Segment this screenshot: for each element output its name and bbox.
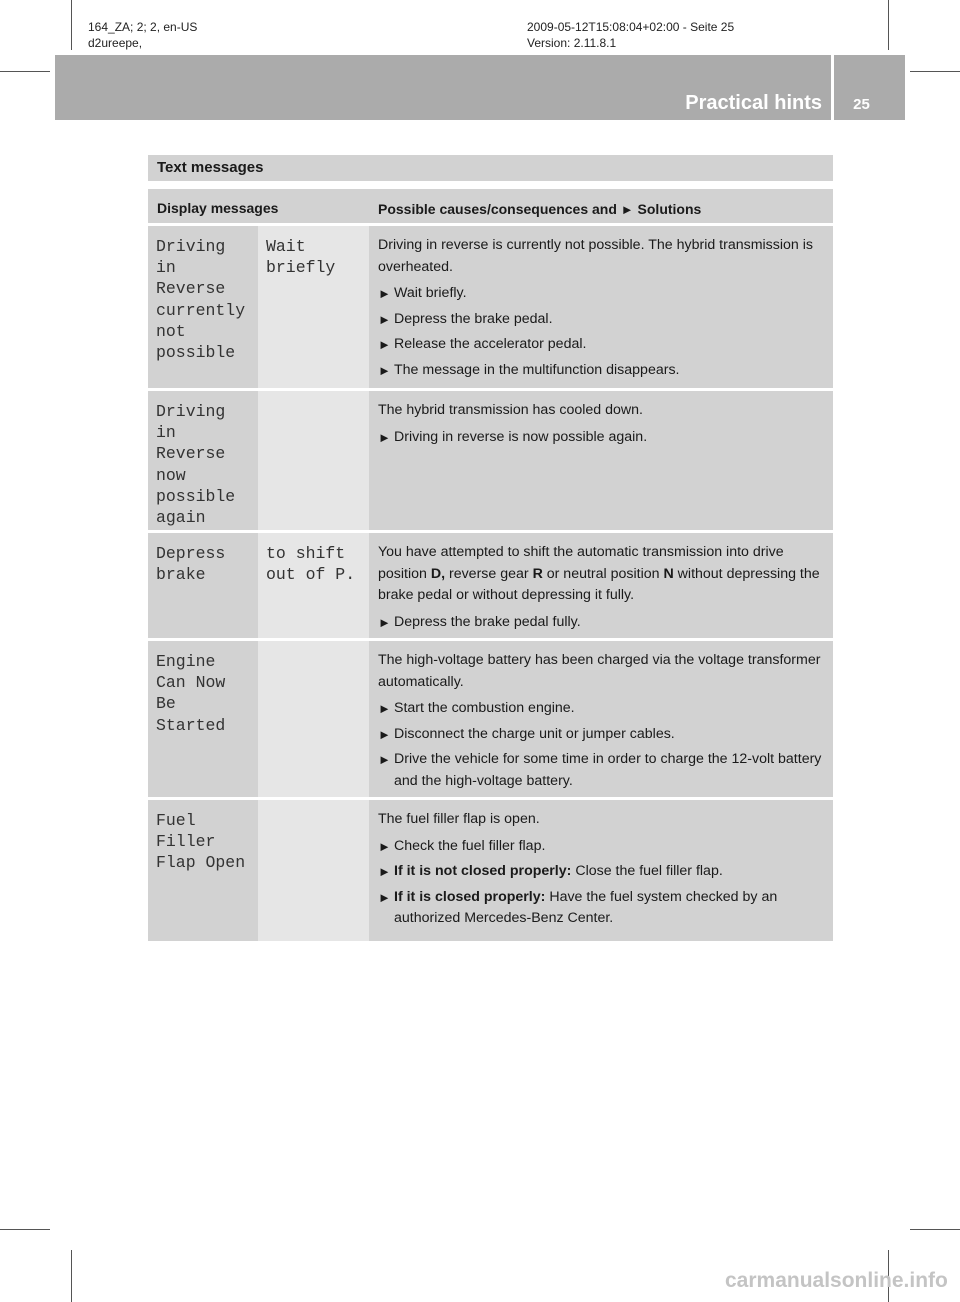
solution-step-text: The message in the multifunction disappears. [394, 361, 680, 378]
solution-step [378, 698, 829, 720]
display-message: Driving in Reverse currently not possible [148, 226, 258, 388]
solution-step [378, 836, 829, 858]
display-message-sub: to shift out of P. [258, 533, 369, 638]
cause-text: Driving in reverse is currently not possible. The hybrid transmission is overheated. [378, 237, 813, 275]
display-message-sub: Wait briefly [258, 226, 369, 388]
table-row [148, 533, 833, 638]
gear-n-label: N [663, 565, 674, 582]
arrow-icon: ► [378, 701, 391, 716]
page-number: 25 [853, 96, 870, 113]
crop-mark-bl-h [0, 1229, 50, 1230]
solution-step [378, 427, 829, 449]
arrow-icon: ► [378, 752, 391, 767]
print-meta-left-2: d2ureepe, [88, 36, 143, 50]
solution-cell [369, 226, 833, 388]
cause-text: The fuel filler flap is open. [378, 811, 540, 827]
print-meta-right-1: 2009-05-12T15:08:04+02:00 - Seite 25 [527, 20, 735, 34]
print-meta-left-1: 164_ZA; 2; 2, en-US [88, 20, 198, 34]
section-title: Text messages [148, 155, 833, 181]
cause-text: The hybrid transmission has cooled down. [378, 402, 643, 418]
arrow-icon: ► [378, 286, 391, 301]
solution-step [378, 309, 829, 331]
arrow-icon: ► [378, 362, 391, 378]
solution-step [378, 360, 829, 382]
arrow-icon: ► [378, 614, 391, 630]
gear-d-label: D, [430, 565, 446, 582]
crop-mark-tl-h [0, 71, 50, 72]
display-message: Driving in Reverse now possible again [148, 391, 258, 530]
arrow-icon: ► [378, 311, 391, 327]
solution-cell [369, 533, 833, 638]
crop-mark-br-h [910, 1229, 960, 1230]
col-header-solutions-suffix: Solutions [637, 201, 702, 217]
cause-text-part: or neutral position [542, 565, 664, 582]
condition-label: If it is not closed properly: [394, 863, 572, 879]
solution-step [378, 749, 829, 792]
col-header-solutions-prefix: Possible causes/consequences and [378, 201, 617, 217]
cause-text: The high-voltage battery has been charged via the voltage transformer automatically. [378, 652, 821, 690]
col-header-solutions [369, 189, 833, 223]
solution-cell [369, 391, 833, 530]
solution-step-text: Driving in reverse is now possible again. [394, 428, 648, 445]
cause-text-part: You have attempted to shift the automatic transmission into drive position [378, 544, 784, 582]
gear-r-label: R [532, 565, 543, 582]
table-row [148, 391, 833, 530]
arrow-icon: ► [378, 337, 391, 352]
messages-table [148, 189, 833, 941]
solution-cell [369, 800, 833, 941]
table-header [148, 189, 833, 223]
solution-step-text: Disconnect the charge unit or jumper cables. [394, 725, 675, 742]
solution-step-text: Drive the vehicle for some time in order to charge the 12-volt battery and the high-voltage battery. [394, 751, 822, 789]
print-meta-right-2: Version: 2.11.8.1 [527, 36, 617, 50]
solution-step-text: Check the fuel filler flap. [394, 837, 546, 854]
table-row [148, 226, 833, 388]
solution-step-text: Wait briefly. [394, 285, 467, 301]
display-message-sub [258, 800, 369, 941]
arrow-icon: ► [378, 889, 391, 905]
page-title: Practical hints [685, 92, 822, 114]
display-message-sub [258, 391, 369, 530]
display-message-sub [258, 641, 369, 797]
solution-cell [369, 641, 833, 797]
display-message: Engine Can Now Be Started [148, 641, 258, 797]
crop-mark-tr-v [888, 0, 889, 50]
solution-step [378, 887, 829, 930]
display-message: Depress brake [148, 533, 258, 638]
solution-step-text: Have the fuel system checked by an authorized Mercedes-Benz Center. [394, 888, 778, 926]
solution-step [378, 861, 829, 883]
crop-mark-tl-v [71, 0, 72, 50]
arrow-icon: ► [378, 864, 391, 879]
condition-label: If it is closed properly: [394, 888, 546, 905]
arrow-icon: ► [620, 202, 634, 217]
solution-step-text: Start the combustion engine. [394, 700, 575, 716]
solution-step-text: Depress the brake pedal. [394, 310, 553, 327]
cause-text [378, 542, 829, 607]
cause-text-part: reverse gear [445, 565, 533, 582]
solution-step [378, 283, 829, 305]
solution-step [378, 612, 829, 634]
solution-step [378, 724, 829, 746]
arrow-icon: ► [378, 726, 391, 742]
solution-step-text: Close the fuel filler flap. [571, 863, 723, 879]
table-row [148, 800, 833, 941]
table-row [148, 641, 833, 797]
solution-step-text: Depress the brake pedal fully. [394, 613, 581, 630]
arrow-icon: ► [378, 838, 391, 854]
display-message: Fuel Filler Flap Open [148, 800, 258, 941]
col-header-display: Display messages [157, 200, 279, 216]
cause-text-part: without depressing the brake pedal or without depressing it fully. [378, 565, 820, 603]
watermark: carmanualsonline.info [725, 1269, 948, 1292]
solution-step-text: Release the accelerator pedal. [394, 336, 587, 352]
crop-mark-bl-v [71, 1250, 72, 1302]
solution-step [378, 334, 829, 356]
arrow-icon: ► [378, 429, 391, 445]
crop-mark-tr-h [910, 71, 960, 72]
